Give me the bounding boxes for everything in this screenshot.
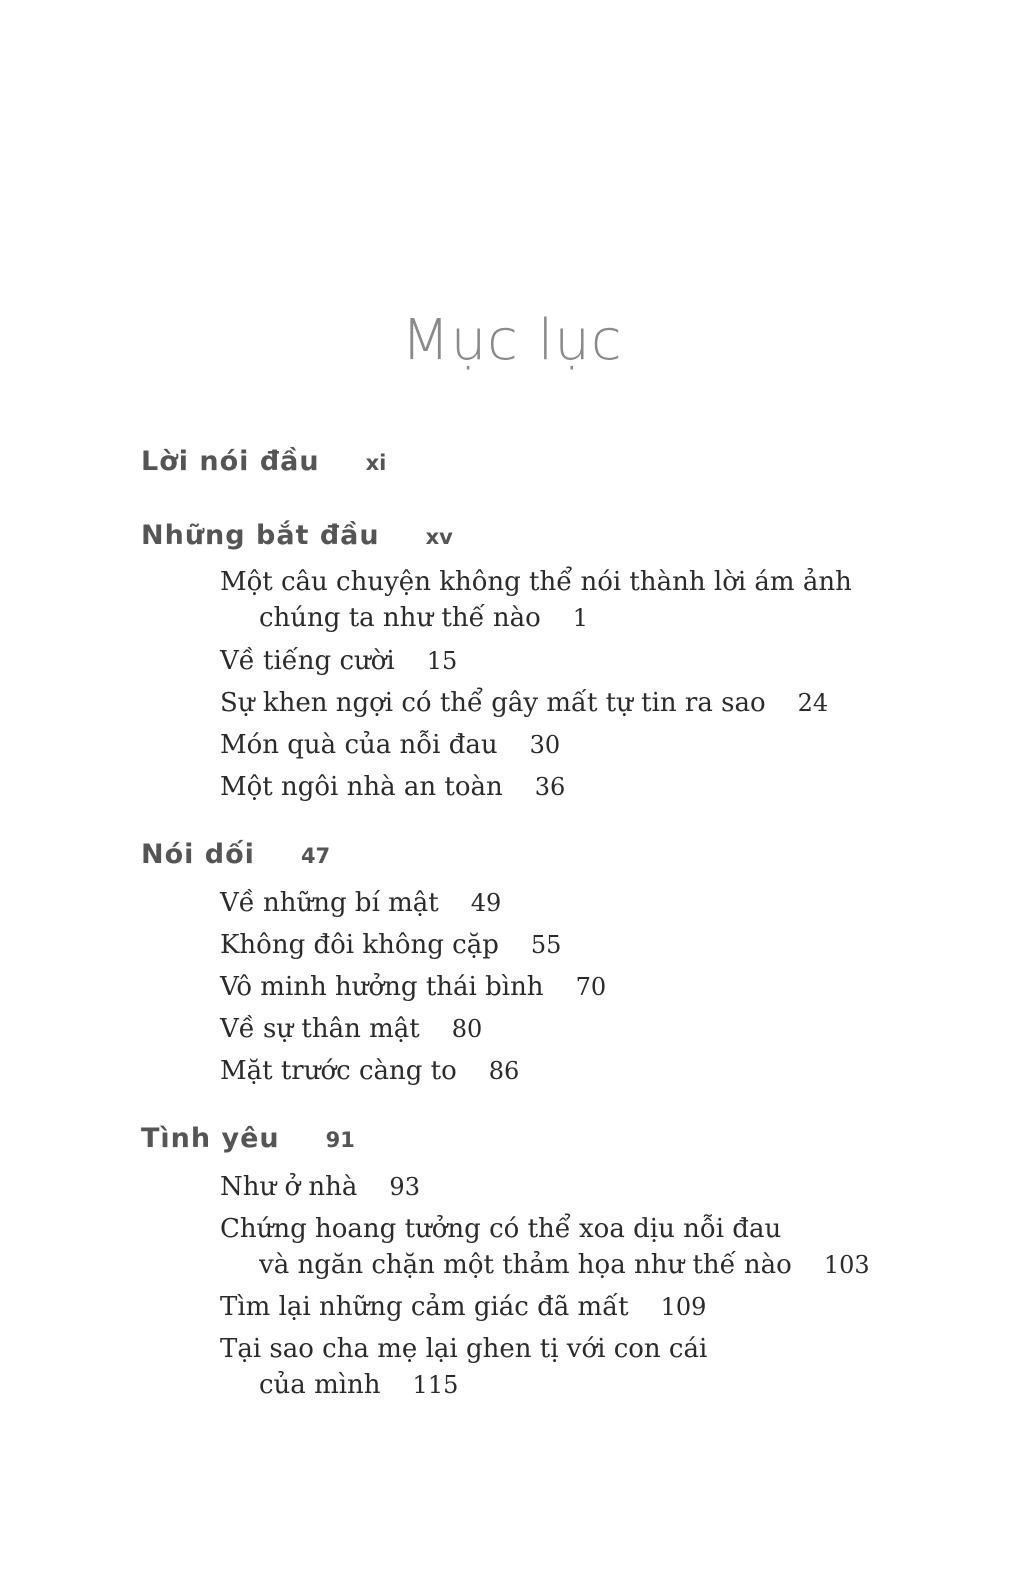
entry-page-number: 24 (797, 689, 829, 717)
part-title: Nói dối (141, 839, 255, 870)
toc-part-heading[interactable] (141, 520, 453, 551)
toc-entry[interactable] (220, 1211, 870, 1283)
entry-page-number: 49 (470, 889, 502, 917)
toc-entry[interactable] (220, 685, 828, 721)
toc-entry[interactable] (220, 885, 501, 921)
entry-page-number: 70 (575, 973, 607, 1001)
entry-title-continued: và ngăn chặn một thảm họa như thế nào (259, 1250, 792, 1280)
entry-title: Về những bí mật (220, 888, 439, 918)
entry-page-number: 15 (426, 647, 458, 675)
entry-title: Về tiếng cười (220, 646, 395, 676)
entry-page-number: 30 (529, 731, 561, 759)
entry-title: Món quà của nỗi đau (220, 730, 498, 760)
entry-title: Tìm lại những cảm giác đã mất (220, 1292, 629, 1322)
entry-page-number: 36 (534, 773, 566, 801)
entry-title-continued: chúng ta như thế nào (259, 603, 541, 633)
entry-title: Về sự thân mật (220, 1014, 420, 1044)
entry-title: Mặt trước càng to (220, 1056, 457, 1086)
toc-entry[interactable] (220, 643, 457, 679)
part-title: Lời nói đầu (141, 446, 320, 477)
part-page-number: 47 (300, 844, 331, 868)
entry-title: Một câu chuyện không thể nói thành lời ám ảnh (220, 567, 852, 597)
page-title: Mục lục (401, 308, 623, 373)
toc-part-heading[interactable] (141, 446, 386, 477)
entry-page-number: 55 (530, 931, 562, 959)
entry-page-number: 1 (572, 604, 589, 632)
part-page-number: 91 (325, 1128, 355, 1152)
entry-page-number: 115 (412, 1371, 459, 1399)
entry-title: Tại sao cha mẹ lại ghen tị với con cái (220, 1334, 708, 1364)
part-page-number: xi (365, 451, 387, 475)
toc-entry[interactable] (220, 1331, 707, 1403)
part-title: Những bắt đầu (141, 520, 380, 551)
toc-part-heading[interactable] (141, 839, 330, 870)
toc-entry[interactable] (220, 1169, 420, 1205)
toc-entry[interactable] (220, 969, 606, 1005)
entry-page-number: 109 (660, 1293, 707, 1321)
toc-entry[interactable] (220, 1011, 482, 1047)
entry-page-number: 86 (488, 1057, 520, 1085)
entry-title: Chứng hoang tưởng có thể xoa dịu nỗi đau (220, 1214, 782, 1244)
entry-title: Sự khen ngợi có thể gây mất tự tin ra sao (220, 688, 766, 718)
entry-page-number: 80 (451, 1015, 483, 1043)
toc-entry[interactable] (220, 1289, 706, 1325)
toc-entry[interactable] (220, 564, 852, 636)
part-title: Tình yêu (141, 1123, 280, 1154)
toc-entry[interactable] (220, 727, 560, 763)
toc-entry[interactable] (220, 769, 565, 805)
toc-entry[interactable] (220, 1053, 519, 1089)
entry-title: Vô minh hưởng thái bình (220, 972, 544, 1002)
entry-page-number: 103 (823, 1251, 870, 1279)
part-page-number: xv (425, 525, 453, 549)
entry-title: Không đôi không cặp (220, 930, 499, 960)
toc-part-heading[interactable] (141, 1123, 355, 1154)
entry-title-continued: của mình (259, 1370, 381, 1400)
entry-title: Một ngôi nhà an toàn (220, 772, 503, 802)
toc-entry[interactable] (220, 927, 561, 963)
entry-title: Như ở nhà (220, 1172, 358, 1202)
entry-page-number: 93 (389, 1173, 420, 1201)
